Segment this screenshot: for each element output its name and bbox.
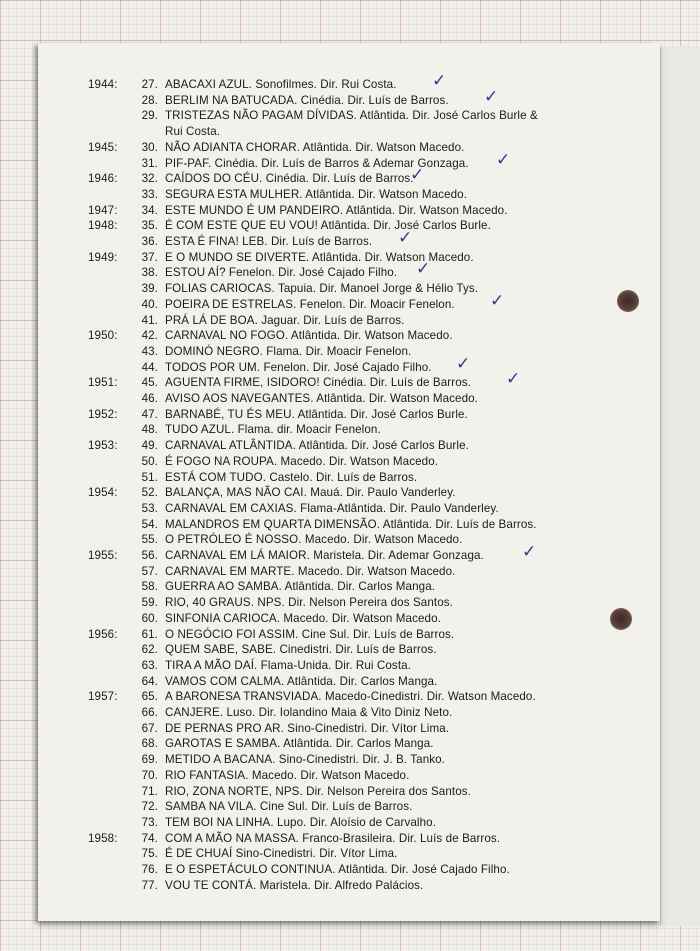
film-entry <box>0 86 600 109</box>
film-title: DOMINÓ NEGRO. Flama. Dir. Moacir Fenelon. <box>165 344 412 358</box>
film-number: 45. <box>141 376 158 390</box>
film-number: 43. <box>141 344 158 358</box>
film-entry-continuation <box>0 124 600 140</box>
film-year: 1953: <box>88 439 118 453</box>
handwritten-check-icon: ✓ <box>490 290 505 311</box>
film-entry <box>0 752 600 768</box>
film-number: 66. <box>141 706 158 719</box>
film-title: TUDO AZUL. Flama. dir. Moacir Fenelon. <box>165 423 381 437</box>
film-entry <box>0 517 600 533</box>
film-title: TIRA A MÃO DAÍ. Flama-Unida. Dir. Rui Costa. <box>165 658 412 672</box>
film-title-continuation: Rui Costa. <box>165 125 221 139</box>
film-entry <box>0 470 600 486</box>
film-title: ESTOU AÍ? Fenelon. Dir. José Cajado Filho. <box>165 266 398 280</box>
film-entry <box>0 564 600 580</box>
film-number: 51. <box>141 470 158 484</box>
film-title: O PETRÓLEO É NOSSO. Macedo. Dir. Watson Macedo. <box>165 533 463 547</box>
film-number: 58. <box>141 580 158 594</box>
film-entry <box>0 313 600 329</box>
film-number: 64. <box>141 674 158 688</box>
film-title: PIF-PAF. Cinédia. Dir. Luís de Barros & Ademar Gonzaga. <box>165 156 469 170</box>
film-entry <box>0 768 600 784</box>
film-title: COM A MÃO NA MASSA. Franco-Brasileira. Dir. Luís de Barros. <box>165 831 501 845</box>
film-number: 36. <box>141 235 158 248</box>
film-entry <box>0 344 600 360</box>
film-entry <box>0 369 600 391</box>
film-entry <box>0 218 600 234</box>
film-number: 55. <box>141 533 158 547</box>
film-entry <box>0 532 600 548</box>
film-number: 72. <box>141 800 158 814</box>
film-year: 1946: <box>88 172 118 186</box>
film-title: SINFONIA CARIOCA. Macedo. Dir. Watson Macedo. <box>165 611 441 625</box>
film-title: SEGURA ESTA MULHER. Atlântida. Dir. Watson Macedo. <box>165 187 468 201</box>
film-number: 47. <box>141 407 158 421</box>
film-number: 73. <box>141 815 158 829</box>
film-title: RIO, ZONA NORTE, NPS. Dir. Nelson Pereira dos Santos. <box>165 784 471 798</box>
film-entry <box>0 228 600 250</box>
film-title: ESTE MUNDO É UM PANDEIRO. Atlântida. Dir. Watson Macedo. <box>165 203 508 217</box>
film-title: MALANDROS EM QUARTA DIMENSÃO. Atlântida. Dir. Luís de Barros. <box>165 517 537 531</box>
film-year: 1944: <box>88 78 118 91</box>
film-entry <box>0 658 600 674</box>
film-year: 1958: <box>88 831 118 845</box>
film-number: 29. <box>141 109 158 123</box>
film-title: SAMBA NA VILA. Cine Sul. Dir. Luís de Barros. <box>165 800 413 814</box>
film-title: CARNAVAL EM MARTE. Macedo. Dir. Watson Macedo. <box>165 564 456 578</box>
film-title: GAROTAS E SAMBA. Atlântida. Dir. Carlos Manga. <box>165 737 434 751</box>
film-title: CARNAVAL ATLÂNTIDA. Atlântida. Dir. José Carlos Burle. <box>165 439 469 453</box>
film-year: 1954: <box>88 486 118 500</box>
film-entry <box>0 149 600 172</box>
film-number: 50. <box>141 454 158 468</box>
film-number: 62. <box>141 643 158 657</box>
film-year: 1948: <box>88 219 118 233</box>
film-title: PRÁ LÁ DE BOA. Jaguar. Dir. Luís de Barros. <box>165 313 405 327</box>
film-entry <box>0 501 600 517</box>
film-number: 60. <box>141 611 158 625</box>
film-title: O NEGÓCIO FOI ASSIM. Cine Sul. Dir. Luís de Barros. <box>165 627 455 641</box>
film-entry <box>0 391 600 407</box>
film-title: VOU TE CONTÁ. Maristela. Dir. Alfredo Palácios. <box>165 878 424 892</box>
film-title: É FOGO NA ROUPA. Macedo. Dir. Watson Macedo. <box>165 454 439 468</box>
film-entry <box>0 862 600 878</box>
film-year: 1949: <box>88 250 118 264</box>
film-year: 1950: <box>88 329 118 343</box>
film-number: 48. <box>141 423 158 437</box>
film-number: 67. <box>141 721 158 735</box>
film-year: 1952: <box>88 407 118 421</box>
film-entry <box>0 721 600 737</box>
film-title: AVISO AOS NAVEGANTES. Atlântida. Dir. Watson Macedo. <box>165 392 478 405</box>
film-entry <box>0 595 600 611</box>
handwritten-check-icon: ✓ <box>506 369 521 390</box>
film-number: 77. <box>141 878 158 892</box>
film-year: 1945: <box>88 140 118 154</box>
handwritten-check-icon: ✓ <box>496 149 511 170</box>
film-entry <box>0 290 600 313</box>
film-title: CARNAVAL EM CAXIAS. Flama-Atlântida. Dir. Paulo Vanderley. <box>165 501 499 515</box>
film-number: 68. <box>141 737 158 751</box>
film-title: RIO FANTASIA. Macedo. Dir. Watson Macedo. <box>165 768 410 782</box>
handwritten-check-icon: ✓ <box>432 71 447 91</box>
film-number: 28. <box>141 93 158 107</box>
film-title: METIDO A BACANA. Sino-Cinedistri. Dir. J. B. Tanko. <box>165 753 446 767</box>
film-title: TODOS POR UM. Fenelon. Dir. José Cajado Filho. <box>165 360 432 374</box>
film-title: RIO, 40 GRAUS. NPS. Dir. Nelson Pereira dos Santos. <box>165 596 453 610</box>
film-title: ESTÁ COM TUDO. Castelo. Dir. Luís de Barros. <box>165 470 418 484</box>
film-number: 41. <box>141 313 158 327</box>
film-number: 40. <box>141 297 158 311</box>
film-title: VAMOS COM CALMA. Atlântida. Dir. Carlos Manga. <box>165 674 438 688</box>
film-number: 38. <box>141 266 158 280</box>
film-entry <box>0 846 600 862</box>
film-title: É COM ESTE QUE EU VOU! Atlântida. Dir. José Carlos Burle. <box>165 219 491 233</box>
film-entry <box>0 250 600 266</box>
film-year: 1957: <box>88 690 118 704</box>
film-title: E O MUNDO SE DIVERTE. Atlântida. Dir. Watson Macedo. <box>165 250 474 264</box>
film-number: 52. <box>141 486 158 500</box>
film-title: CARNAVAL NO FOGO. Atlântida. Dir. Watson Macedo. <box>165 329 453 343</box>
handwritten-check-icon: ✓ <box>416 259 431 280</box>
film-entry <box>0 579 600 595</box>
binder-hole-top <box>617 290 639 312</box>
film-title: TRISTEZAS NÃO PAGAM DÍVIDAS. Atlântida. Dir. José Carlos Burle & <box>165 109 538 123</box>
film-title: TEM BOI NA LINHA. Lupo. Dir. Aloísio de Carvalho. <box>165 815 437 829</box>
film-number: 33. <box>141 187 158 201</box>
film-title: CARNAVAL EM LÁ MAIOR. Maristela. Dir. Ademar Gonzaga. <box>165 549 484 562</box>
film-year: 1955: <box>88 549 118 562</box>
film-number: 75. <box>141 847 158 861</box>
film-entry <box>0 454 600 470</box>
film-title: POEIRA DE ESTRELAS. Fenelon. Dir. Moacir Fenelon. <box>165 297 455 311</box>
film-entry <box>0 71 600 93</box>
film-entry <box>0 627 600 643</box>
next-page-edge <box>660 46 700 926</box>
film-number: 34. <box>141 203 158 217</box>
film-entry <box>0 799 600 815</box>
film-entry <box>0 187 600 203</box>
film-number: 71. <box>141 784 158 798</box>
film-title: FOLIAS CARIOCAS. Tapuia. Dir. Manoel Jorge & Hélio Tys. <box>165 282 479 296</box>
film-entry <box>0 108 600 124</box>
film-title: DE PERNAS PRO AR. Sino-Cinedistri. Dir. Vítor Lima. <box>165 721 450 735</box>
film-entry <box>0 831 600 847</box>
film-title: CANJERE. Luso. Dir. Iolandino Maia & Vito Diniz Neto. <box>165 706 453 719</box>
film-number: 46. <box>141 392 158 405</box>
handwritten-check-icon: ✓ <box>484 86 499 107</box>
film-number: 37. <box>141 250 158 264</box>
film-entry <box>0 328 600 344</box>
film-number: 69. <box>141 753 158 767</box>
film-number: 56. <box>141 549 158 562</box>
film-entry <box>0 407 600 423</box>
film-number: 76. <box>141 863 158 876</box>
film-title: BERLIM NA BATUCADA. Cinédia. Dir. Luís de Barros. <box>165 93 449 107</box>
film-entry <box>0 485 600 501</box>
film-entry <box>0 878 600 894</box>
film-number: 74. <box>141 831 158 845</box>
film-entry <box>0 165 600 187</box>
film-title: GUERRA AO SAMBA. Atlântida. Dir. Carlos Manga. <box>165 580 436 594</box>
handwritten-check-icon: ✓ <box>398 228 413 248</box>
film-entry <box>0 203 600 219</box>
film-entry <box>0 642 600 658</box>
film-number: 53. <box>141 501 158 515</box>
film-number: 35. <box>141 219 158 233</box>
film-number: 32. <box>141 172 158 186</box>
film-number: 61. <box>141 627 158 641</box>
film-entry <box>0 542 600 564</box>
film-number: 49. <box>141 439 158 453</box>
film-entry <box>0 736 600 752</box>
film-entry <box>0 784 600 800</box>
film-number: 30. <box>141 140 158 154</box>
film-number: 42. <box>141 329 158 343</box>
film-entry <box>0 674 600 690</box>
handwritten-check-icon: ✓ <box>456 353 471 374</box>
film-number: 27. <box>141 78 158 91</box>
film-title: QUEM SABE, SABE. Cinedistri. Dir. Luís de Barros. <box>165 643 437 657</box>
film-entry <box>0 705 600 721</box>
film-entry <box>0 281 600 297</box>
film-number: 59. <box>141 596 158 610</box>
film-entry <box>0 689 600 705</box>
film-title: A BARONESA TRANSVIADA. Macedo-Cinedistri. Dir. Watson Macedo. <box>165 690 536 704</box>
film-title: NÃO ADIANTA CHORAR. Atlântida. Dir. Watson Macedo. <box>165 140 465 154</box>
handwritten-check-icon: ✓ <box>522 542 537 562</box>
film-entry <box>0 815 600 831</box>
film-title: ABACAXI AZUL. Sonofilmes. Dir. Rui Costa. <box>165 78 397 91</box>
film-number: 70. <box>141 768 158 782</box>
film-number: 65. <box>141 690 158 704</box>
film-number: 63. <box>141 658 158 672</box>
film-number: 39. <box>141 282 158 296</box>
film-number: 31. <box>141 156 158 170</box>
film-title: É DE CHUAÍ Sino-Cinedistri. Dir. Vítor Lima. <box>165 847 398 861</box>
film-number: 44. <box>141 360 158 374</box>
film-title: BALANÇA, MAS NÃO CAI. Mauá. Dir. Paulo Vanderley. <box>165 486 456 500</box>
film-entry <box>0 611 600 627</box>
film-year: 1951: <box>88 376 118 390</box>
film-year: 1956: <box>88 627 118 641</box>
film-entry <box>0 422 600 438</box>
film-entry <box>0 438 600 454</box>
film-title: CAÍDOS DO CÉU. Cinédia. Dir. Luís de Barros. <box>165 172 414 186</box>
binder-hole-bottom <box>610 608 632 630</box>
film-number: 57. <box>141 564 158 578</box>
film-title: ESTA É FINA! LEB. Dir. Luís de Barros. <box>165 235 373 248</box>
film-title: AGUENTA FIRME, ISIDORO! Cinédia. Dir. Luís de Barros. <box>165 376 471 390</box>
film-number: 54. <box>141 517 158 531</box>
film-title: BARNABÉ, TU ÉS MEU. Atlântida. Dir. José Carlos Burle. <box>165 407 468 421</box>
film-entry <box>0 259 600 281</box>
handwritten-check-icon: ✓ <box>410 165 425 186</box>
film-year: 1947: <box>88 203 118 217</box>
film-title: E O ESPETÁCULO CONTINUA. Atlântida. Dir. José Cajado Filho. <box>165 863 510 876</box>
